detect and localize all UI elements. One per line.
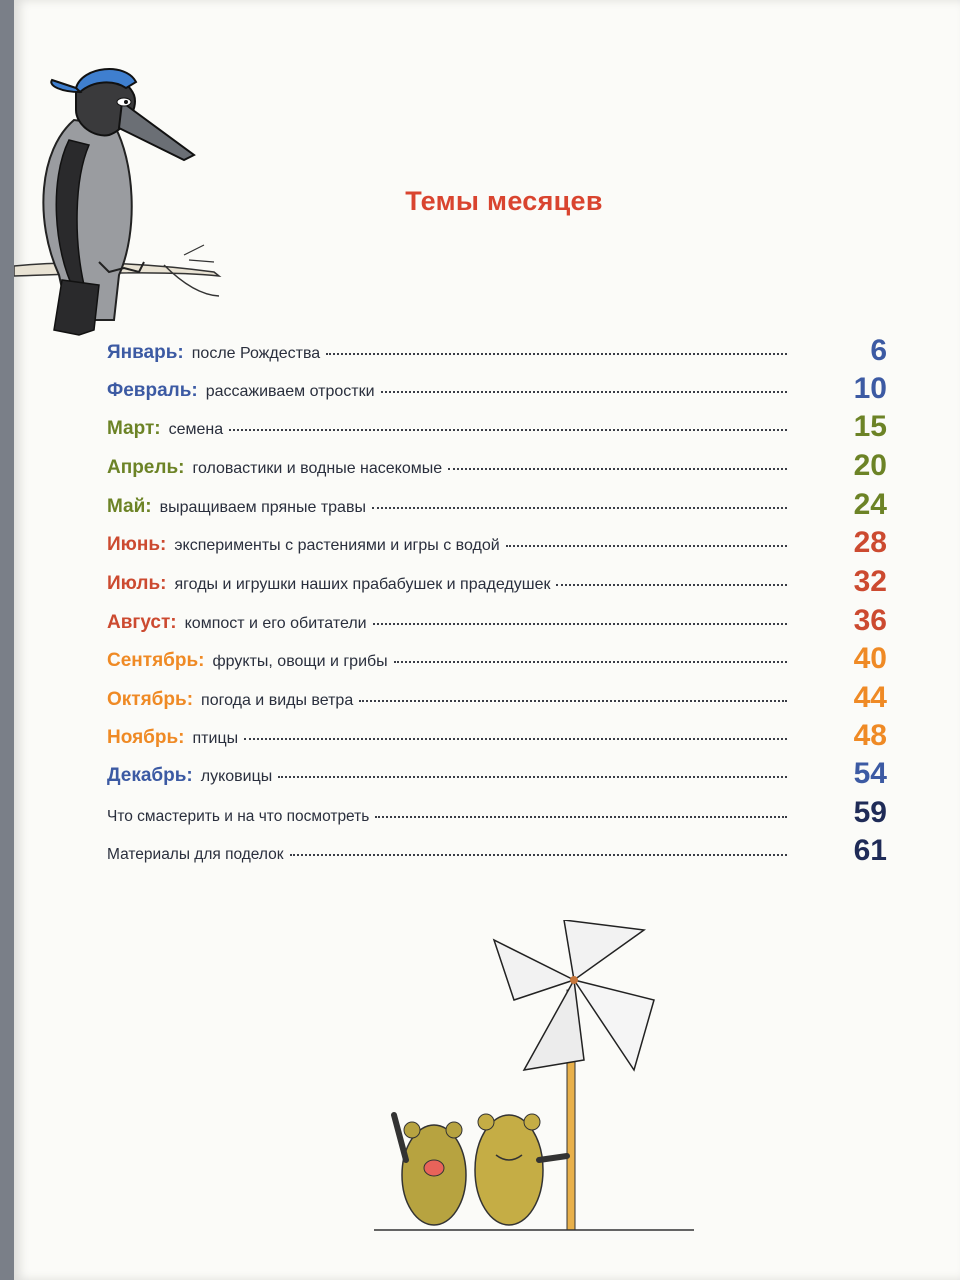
dot-leader [381,391,787,393]
toc-month: Октябрь: [107,689,194,710]
toc-topic: птицы [192,730,239,747]
toc-month: Июнь: [107,534,167,555]
toc-row [107,561,887,601]
toc-page-number: 36 [853,604,887,637]
toc-topic: луковицы [200,768,273,785]
toc-page-number: 20 [853,449,887,482]
toc-entry [107,342,787,364]
dot-leader [448,468,787,470]
toc-row [107,406,887,446]
toc-page-number: 32 [853,565,887,598]
toc-entry [107,612,787,634]
toc-month: Декабрь: [107,765,193,786]
toc-page-number: 48 [853,719,887,752]
toc-month: Февраль: [107,380,198,401]
toc-extra-row [107,792,887,832]
toc-entry [107,689,787,711]
dot-leader [556,584,787,586]
toc-row [107,600,887,640]
toc-page-number: 15 [853,410,887,443]
toc-page-number: 61 [853,834,887,867]
toc-month: Апрель: [107,457,185,478]
dot-leader [375,816,787,818]
toc-topic: фрукты, овощи и грибы [212,653,388,670]
toc-month: Сентябрь: [107,650,205,671]
toc-topic: выращиваем пряные травы [159,499,366,516]
toc-page-number: 24 [853,488,887,521]
toc-row [107,638,887,678]
toc-extra-row [107,830,887,870]
toc-row [107,368,887,408]
toc-page-number: 44 [853,681,887,714]
toc-entry [107,573,787,595]
toc-entry [107,808,787,826]
toc-topic: семена [168,421,224,438]
toc-page-number: 40 [853,642,887,675]
toc-row [107,330,887,370]
page-title: Темы месяцев [405,186,603,216]
toc-topic: после Рождества [191,345,321,362]
toc-month: Ноябрь: [107,727,185,748]
toc-topic: ягоды и игрушки наших прабабушек и прадедушек [174,576,551,593]
toc-page-number: 6 [870,334,887,367]
toc-row [107,677,887,717]
dot-leader [244,738,787,740]
toc-entry [107,418,787,440]
toc-entry [107,727,787,749]
dot-leader [373,623,787,625]
toc-entry [107,846,787,864]
toc-row [107,522,887,562]
toc-page-number: 54 [853,757,887,790]
toc-row [107,715,887,755]
toc-topic: головастики и водные насекомые [192,460,443,477]
toc-entry [107,765,787,787]
book-page [14,0,960,1280]
toc-month: Май: [107,496,152,517]
toc-topic: эксперименты с растениями и игры с водой [174,537,500,554]
toc-topic: погода и виды ветра [201,692,354,709]
pinwheel-hamsters-illustration [374,920,694,1240]
toc-extra-label: Что смастерить и на что посмотреть [107,808,370,825]
toc-page-number: 10 [853,372,887,405]
toc-page-number: 59 [853,796,887,829]
dot-leader [506,545,787,547]
toc-row [107,484,887,524]
toc-entry [107,534,787,556]
toc-month: Январь: [107,342,184,363]
toc-entry [107,380,787,402]
toc-entry [107,496,787,518]
toc-page-number: 28 [853,526,887,559]
dot-leader [394,661,787,663]
toc-topic: компост и его обитатели [184,615,367,632]
dot-leader [278,776,787,778]
dot-leader [372,507,787,509]
toc-entry [107,650,787,672]
dot-leader [229,429,787,431]
toc-topic: рассаживаем отростки [205,383,375,400]
toc-row [107,753,887,793]
dot-leader [359,700,787,702]
dot-leader [326,353,787,355]
toc-entry [107,457,787,479]
toc-month: Август: [107,612,177,633]
toc-row [107,445,887,485]
toc-month: Март: [107,418,161,439]
toc-month: Июль: [107,573,167,594]
toc-extra-label: Материалы для поделок [107,846,284,863]
dot-leader [290,854,787,856]
